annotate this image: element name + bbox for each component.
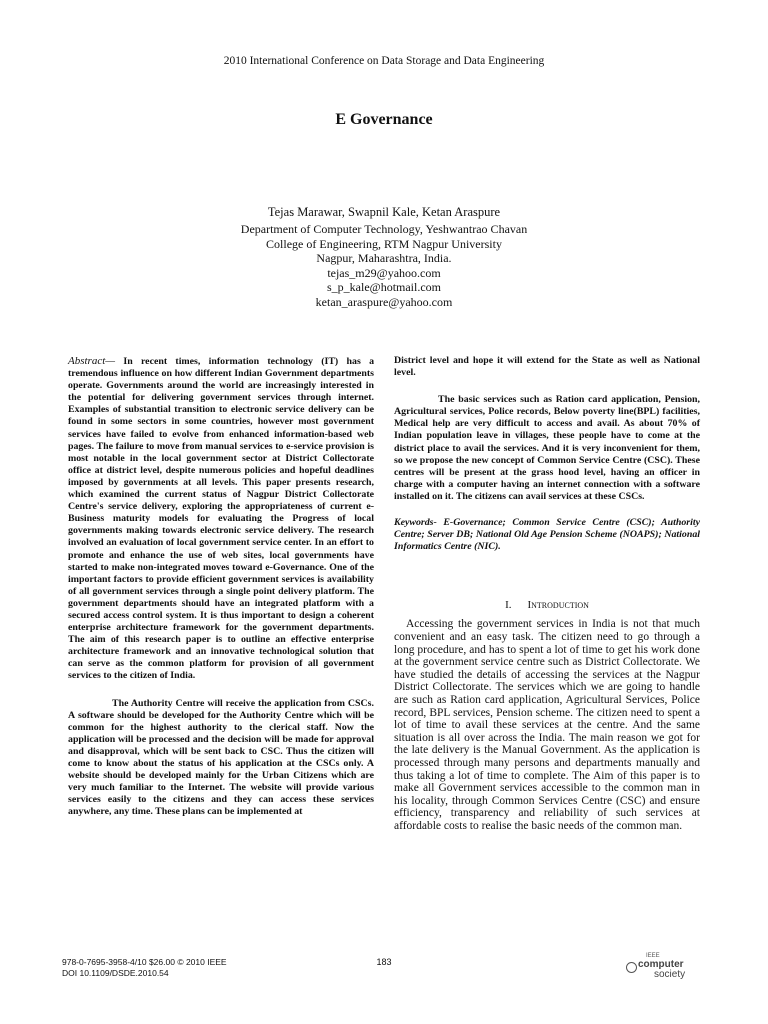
globe-icon xyxy=(626,962,637,973)
author-email[interactable]: tejas_m29@yahoo.com xyxy=(327,265,441,280)
keywords: Keywords- E-Governance; Common Service Centre (CSC); Authority Centre; Server DB; National Old Age Pension Scheme (NOAPS); National Informatics Centre (NIC). xyxy=(394,517,700,553)
ieee-computer-society-logo xyxy=(626,953,696,983)
abstract-paragraph-2-continued: District level and hope it will extend for the State as well as National level. xyxy=(394,355,700,379)
abstract-paragraph xyxy=(68,355,374,683)
section-title: Introduction xyxy=(527,599,589,612)
abstract-paragraph-2: The Authority Centre will receive the application from CSCs. A software should be developed for the Authority Centre which will be common for the highest authority to the clerical staff. Now the application will be processed and the decision will be made for approval and disapproval, which will be sent back to CSC. Thus the citizen will come to know about the status of his application at the CSCs only. A website should be developed mainly for the Urban Citizens which are very much familiar to the Internet. The website will provide various services easily to the citizens and they can access these services anywhere, any time. These plans can be implemented at xyxy=(68,697,374,818)
introduction-paragraph: Accessing the government services in India is not that much convenient and an easy task. The citizen need to go through a long procedure, and has to spent a lot of time to get his work done at the government service centre such as District Collectorate. We have studied the details of accessing the services at the Nagpur District Collectorate. The services which we are going to handle are such as Ration card application, Agricultural Services, Police record, BPL services, Pension scheme. The citizen need to spent a lot of time to avail these services at the centre. And the same situation is all over across the India. The main reason we got for the late delivery is the Manual Government. As the application is processed through many persons and departments manually and thus taking a lot of time to complete. The Aim of this paper is to make all Government services accessible to the common man in his locality, through Common Services Centre (CSC) and ensure efficiency, transparency and reliability of such services at affordable costs to realise the basic needs of the common man. xyxy=(394,618,700,832)
abstract-heading: Abstract— xyxy=(68,355,116,367)
paper-title: E Governance xyxy=(335,111,433,128)
abstract-text: In recent times, information technology (IT) has a tremendous influence on how different Indian Government departments operate. Governments around the world are increasingly interested in the potential for delivering government services through internet. Examples of substantial transition to electronic service delivery can be found in some sectors in some countries, however most government services have failed to evolve from enhanced information-based web pages. The failure to move from manual services to e-service provision is most notable in the local government sector at District Collectorate office at district level, despite numerous policies and hopeful deadlines imposed by governments at all levels. This paper presents research, which examined the current status of Nagpur District Collectorate Centre's service delivery, exploring the appropriateness of current e-Business maturity models for evaluating the Progress of local governments making towards electronic service delivery. The research involved an evaluation of local government service center. In an effort to promote and enhance the use of web sites, local governments have started to make non-integrated moves toward e-Governance. One of the important factors to provide efficient government services is availability of all government services through a single point delivery platform. The government departments should have an integrated platform with a secured access control system. It is thus important to design a coherent enterprise architecture framework for the government departments. The aim of this research paper is to outline an effective enterprise architecture framework and an innovative technological solution that can serve as the common platform for provision of all government services to the citizen of India. xyxy=(68,356,375,682)
abstract-paragraph-3: The basic services such as Ration card application, Pension, Agricultural services, Police records, Below poverty line(BPL) facilities, Medical help are very difficult to access and avail. As about 70% of Indian population leave in villages, these people have to come at the district place to avail the services. And it is very inconvenient for them, so we propose the new concept of Common Service Centre (CSC). These centres will be present at the grass hood level, having an officer in charge with a computer having an internet connection with a software installed on it. The citizens can avail services at these CSCs. xyxy=(394,394,700,502)
footer-doi: DOI 10.1109/DSDE.2010.54 xyxy=(62,968,169,978)
footer-isbn: 978-0-7695-3958-4/10 $26.00 © 2010 IEEE xyxy=(62,957,227,967)
affiliation-line: Nagpur, Maharashtra, India. xyxy=(316,251,452,266)
section-heading-introduction xyxy=(394,599,700,611)
left-column xyxy=(68,355,374,818)
logo-computer-text: computer xyxy=(638,959,684,970)
author-email[interactable]: s_p_kale@hotmail.com xyxy=(326,280,442,295)
logo-ieee-text: IEEE xyxy=(646,953,660,959)
page-number: 183 xyxy=(376,957,392,967)
right-column xyxy=(394,355,700,833)
logo-society-text: society xyxy=(654,969,686,980)
affiliation-line: College of Engineering, RTM Nagpur University xyxy=(266,236,502,251)
author-affiliation xyxy=(0,222,768,310)
section-number: I. xyxy=(505,599,512,612)
author-list: Tejas Marawar, Swapnil Kale, Ketan Araspure xyxy=(267,205,501,219)
affiliation-line: Department of Computer Technology, Yeshwantrao Chavan xyxy=(240,222,528,236)
author-email[interactable]: ketan_araspure@yahoo.com xyxy=(315,294,453,309)
conference-header: 2010 International Conference on Data Storage and Data Engineering xyxy=(223,55,545,67)
